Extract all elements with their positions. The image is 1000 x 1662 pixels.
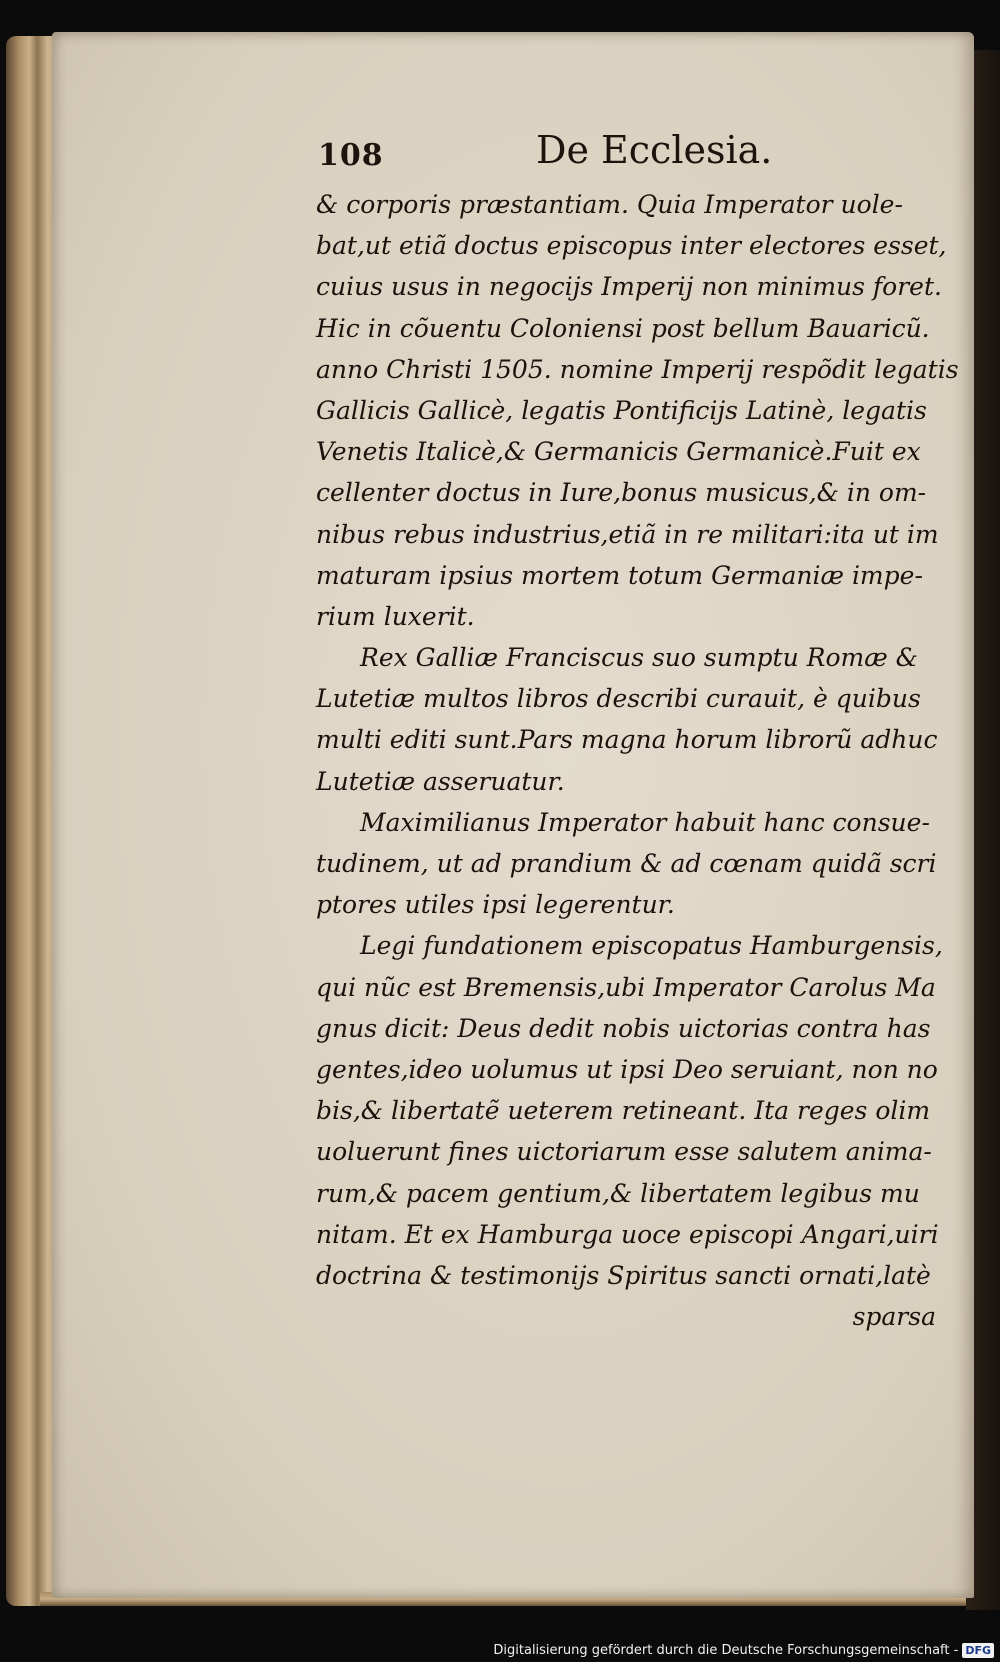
body-text — [316, 184, 959, 1337]
paragraph-start-line: Rex Galliæ Franciscus suo sumptu Romæ & — [360, 643, 918, 673]
text-line: anno Christi 1505. nomine Imperij respõdit legatis — [316, 354, 959, 384]
text-line: rum,& pacem gentium,& libertatem legibus mu — [316, 1178, 920, 1208]
text-line: Venetis Italicè,& Germanicis Germanicè.Fuit ex — [316, 437, 921, 467]
text-line: cellenter doctus in Iure,bonus musicus,& in om- — [316, 478, 927, 508]
text-line: bat,ut etiã doctus episcopus inter electores esset, — [316, 231, 947, 261]
text-line: Lutetiæ asseruatur. — [316, 766, 565, 796]
text-line: Hic in cõuentu Coloniensi post bellum Bauaricũ. — [316, 313, 930, 343]
text-line: maturam ipsius mortem totum Germaniæ impe- — [316, 560, 923, 590]
text-line: gentes,ideo uolumus ut ipsi Deo seruiant, non no — [316, 1054, 938, 1084]
paragraph-start-line: Legi fundationem episcopatus Hamburgensis, — [360, 931, 943, 961]
catchword: sparsa — [852, 1302, 936, 1332]
dfg-logo: DFG — [962, 1643, 994, 1658]
paragraph-start-line: Maximilianus Imperator habuit hanc consue- — [360, 807, 930, 837]
digitization-credit — [493, 1640, 994, 1660]
page-number: 108 — [318, 138, 384, 173]
text-line: uoluerunt fines uictoriarum esse salutem anima- — [316, 1137, 932, 1167]
text-line: Lutetiæ multos libros describi curauit, è quibus — [316, 684, 921, 714]
page-edges-left — [6, 36, 58, 1606]
text-line: tudinem, ut ad prandium & ad cœnam quidã scri — [316, 849, 937, 878]
running-head: De Ecclesia. — [536, 128, 773, 172]
text-line: multi editi sunt.Pars magna horum librorũ adhuc — [316, 725, 938, 755]
text-line: rium luxerit. — [316, 601, 475, 631]
text-line: ptores utiles ipsi legerentur. — [316, 890, 675, 920]
credit-text: Digitalisierung gefördert durch die Deutsche Forschungsgemeinschaft - — [493, 1642, 959, 1658]
text-line: cuius usus in negocijs Imperij non minimus foret. — [316, 272, 942, 302]
text-line: nitam. Et ex Hamburga uoce episcopi Angari,uiri — [316, 1219, 939, 1249]
text-line: bis,& libertatẽ ueterem retineant. Ita reges olim — [316, 1096, 931, 1126]
text-line: Gallicis Gallicè, legatis Pontificijs Latinè, legatis — [316, 395, 927, 425]
text-line: qui nũc est Bremensis,ubi Imperator Carolus Ma — [316, 972, 936, 1002]
page-header — [318, 128, 773, 188]
text-line: doctrina & testimonijs Spiritus sancti ornati,latè — [316, 1260, 931, 1290]
text-line: nibus rebus industrius,etiã in re militari:ita ut im — [316, 519, 939, 549]
text-line: & corporis præstantiam. Quia Imperator uole- — [316, 190, 903, 219]
text-line: gnus dicit: Deus dedit nobis uictorias contra has — [316, 1013, 931, 1043]
